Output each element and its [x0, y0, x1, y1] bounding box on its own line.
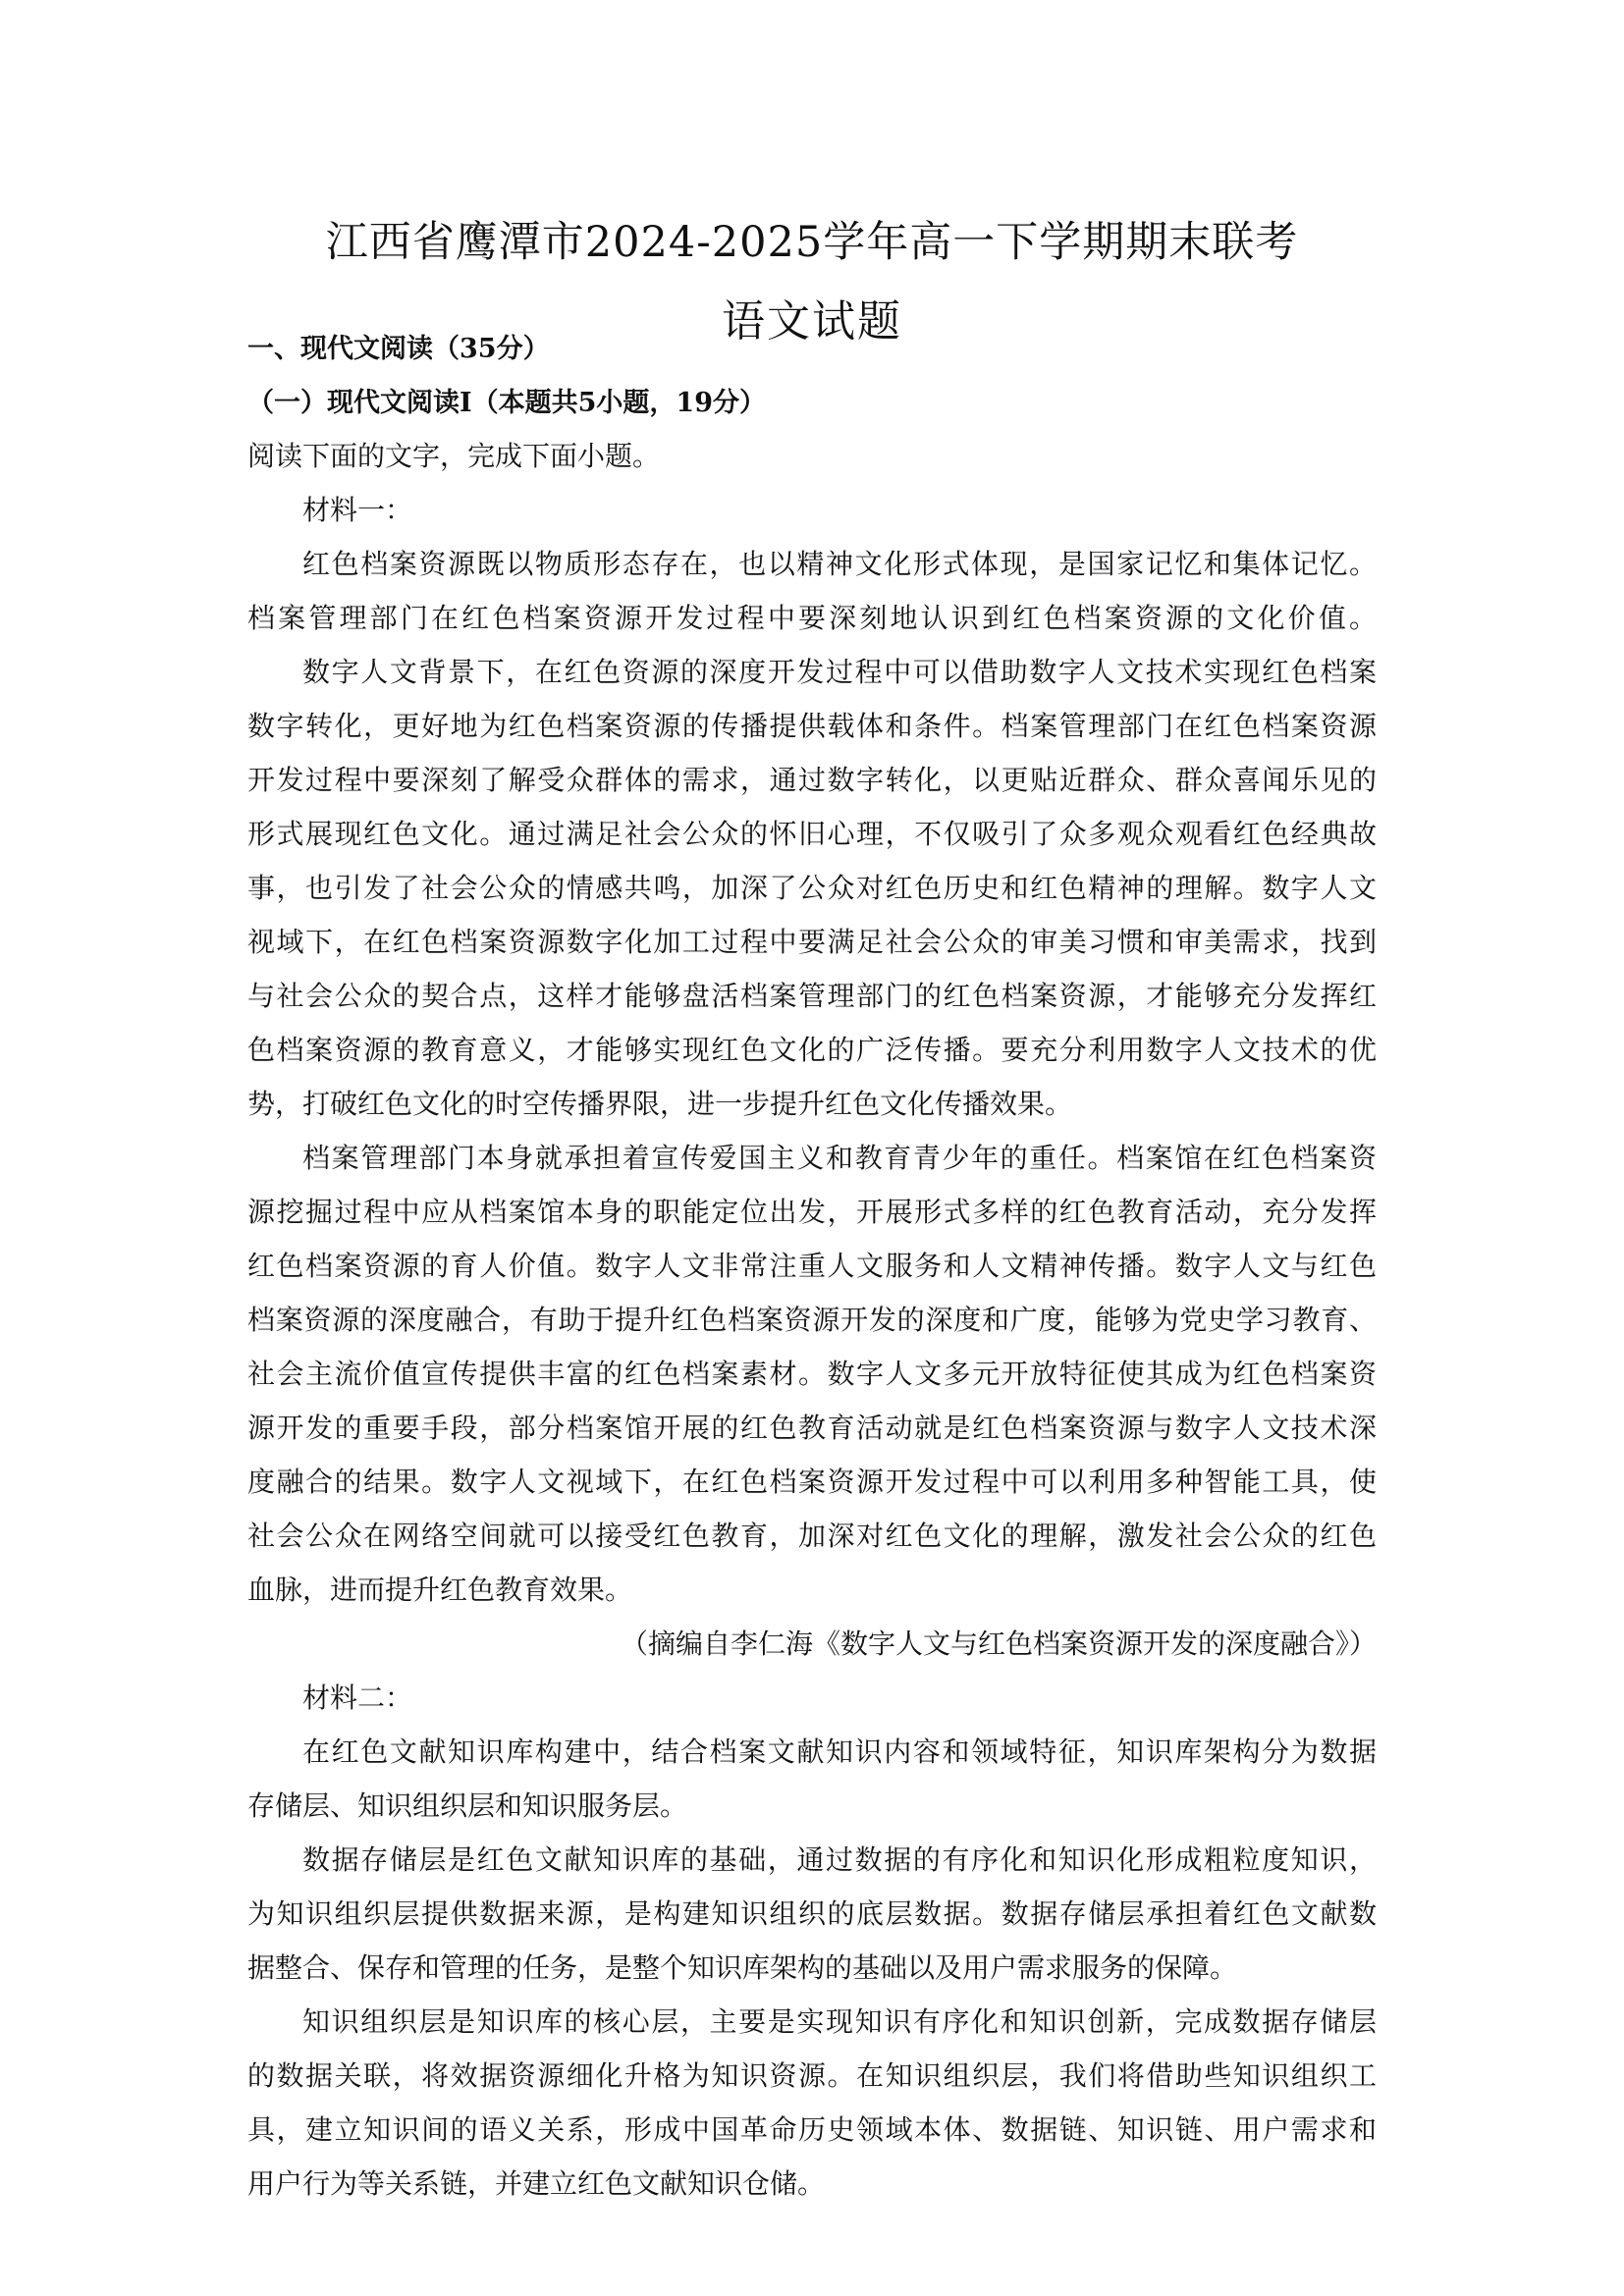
section-heading: 一、现代文阅读（35分） — [247, 334, 550, 364]
paragraph-line: 据整合、保存和管理的任务，是整个知识库架构的基础以及用户需求服务的保障。 — [247, 1951, 1238, 1984]
paragraph-line: 色档案资源的教育意义，才能够实现红色文化的广泛传播。要充分利用数字人文技术的优 — [247, 1034, 1377, 1066]
section-subheading: （一）现代文阅读Ⅰ（本题共5小题，19分） — [247, 388, 766, 418]
document-title: 江西省鹰潭市2024-2025学年高一下学期期末联考 — [325, 218, 1299, 267]
paragraph-line: 红色档案资源的育人价值。数字人文非常注重人文服务和人文精神传播。数字人文与红色 — [247, 1250, 1377, 1282]
reading-instruction: 阅读下面的文字，完成下面小题。 — [247, 440, 661, 472]
material-label: 材料二： — [302, 1682, 413, 1714]
paragraph-line: 事，也引发了社会公众的情感共鸣，加深了公众对红色历史和红色精神的理解。数字人文 — [247, 872, 1377, 904]
paragraph-line: 为知识组织层提供数据来源，是构建知识组织的底层数据。数据存储层承担着红色文献数 — [247, 1897, 1377, 1930]
paragraph-line: 数据存储层是红色文献知识库的基础，通过数据的有序化和知识化形成粗粒度知识， — [302, 1843, 1377, 1876]
paragraph-line: 社会公众在网络空间就可以接受红色教育，加深对红色文化的理解，激发社会公众的红色 — [247, 1520, 1377, 1552]
paragraph-line: 血脉，进而提升红色教育效果。 — [247, 1574, 633, 1606]
paragraph-line: 形式展现红色文化。通过满足社会公众的怀旧心理，不仅吸引了众多观众观看红色经典故 — [247, 818, 1377, 850]
paragraph-line: 用户行为等关系链，并建立红色文献知识仓储。 — [247, 2167, 826, 2200]
paragraph-line: 具，建立知识间的语义关系，形成中国革命历史领域本体、数据链、知识链、用户需求和 — [247, 2113, 1377, 2146]
paragraph-line: 的数据关联，将效据资源细化升格为知识资源。在知识组织层，我们将借助些知识组织工 — [247, 2059, 1377, 2092]
paragraph-line: 开发过程中要深刻了解受众群体的需求，通过数字转化，以更贴近群众、群众喜闻乐见的 — [247, 764, 1377, 796]
paragraph-line: 数字转化，更好地为红色档案资源的传播提供载体和条件。档案管理部门在红色档案资源 — [247, 710, 1377, 742]
paragraph-line: 档案管理部门本身就承担着宣传爱国主义和教育青少年的重任。档案馆在红色档案资 — [302, 1142, 1377, 1174]
material-label: 材料一： — [302, 494, 413, 526]
paragraph-line: 存储层、知识组织层和知识服务层。 — [247, 1789, 688, 1822]
paragraph-line: 社会主流价值宣传提供丰富的红色档案素材。数字人文多元开放特征使其成为红色档案资 — [247, 1358, 1377, 1390]
paragraph-line: 源开发的重要手段，部分档案馆开展的红色教育活动就是红色档案资源与数字人文技术深 — [247, 1412, 1377, 1444]
paragraph-line: 在红色文献知识库构建中，结合档案文献知识内容和领域特征，知识库架构分为数据 — [302, 1735, 1377, 1768]
source-citation: （摘编自李仁海《数字人文与红色档案资源开发的深度融合》） — [620, 1628, 1377, 1660]
paragraph-line: 与社会公众的契合点，这样才能够盘活档案管理部门的红色档案资源，才能够充分发挥红 — [247, 980, 1377, 1012]
paragraph-line: 度融合的结果。数字人文视域下，在红色档案资源开发过程中可以利用多种智能工具，使 — [247, 1466, 1377, 1498]
paragraph-line: 源挖掘过程中应从档案馆本身的职能定位出发，开展形式多样的红色教育活动，充分发挥 — [247, 1196, 1377, 1228]
paragraph-line: 档案管理部门在红色档案资源开发过程中要深刻地认识到红色档案资源的文化价值。 — [247, 602, 1377, 634]
document-subtitle: 语文试题 — [722, 296, 902, 347]
paragraph-line: 视域下，在红色档案资源数字化加工过程中要满足社会公众的审美习惯和审美需求，找到 — [247, 926, 1377, 958]
paragraph-line: 红色档案资源既以物质形态存在，也以精神文化形式体现，是国家记忆和集体记忆。 — [302, 548, 1377, 580]
paragraph-line: 势，打破红色文化的时空传播界限，进一步提升红色文化传播效果。 — [247, 1088, 1073, 1120]
paragraph-line: 数字人文背景下，在红色资源的深度开发过程中可以借助数字人文技术实现红色档案 — [302, 656, 1377, 688]
paragraph-line: 知识组织层是知识库的核心层，主要是实现知识有序化和知识创新，完成数据存储层 — [302, 2005, 1377, 2038]
paragraph-line: 档案资源的深度融合，有助于提升红色档案资源开发的深度和广度，能够为党史学习教育、 — [247, 1304, 1377, 1336]
